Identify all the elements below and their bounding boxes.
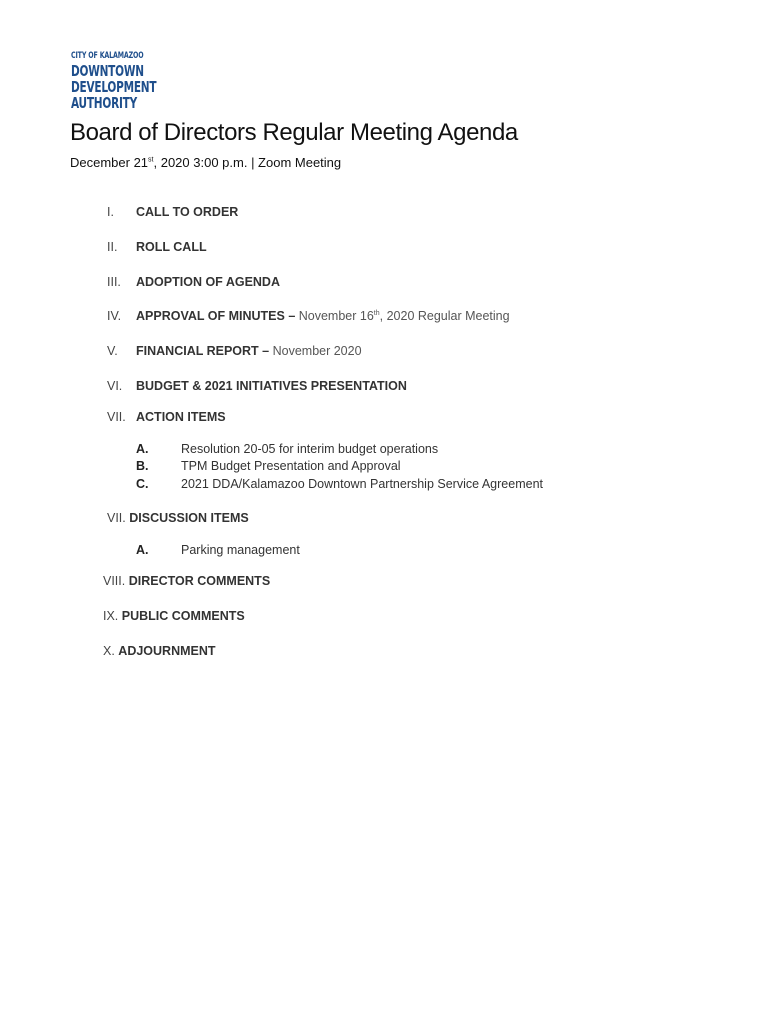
agenda-number: II. — [107, 240, 118, 254]
subitem-text: Resolution 20-05 for interim budget operations — [181, 442, 439, 456]
logo-downtown-line: DOWNTOWN — [71, 62, 144, 80]
agenda-label: CALL TO ORDER — [136, 205, 239, 219]
agenda-number: III. — [107, 275, 121, 289]
dda-logo — [71, 52, 156, 112]
agenda-line — [136, 309, 510, 323]
meeting-date-suffix: st — [148, 156, 154, 164]
agenda-number: IX. — [103, 609, 119, 623]
agenda-number: VIII. — [103, 574, 126, 588]
agenda-number: I. — [107, 205, 114, 219]
agenda-number: VII. — [107, 410, 126, 424]
meeting-date-day: December 21 — [70, 155, 149, 170]
agenda-label: PUBLIC COMMENTS — [121, 609, 245, 623]
subitem-letter: A. — [136, 543, 149, 557]
meeting-date-rest: , 2020 3:00 p.m. | Zoom Meeting — [153, 155, 342, 170]
subitem-text: 2021 DDA/Kalamazoo Downtown Partnership Service Agreement — [181, 477, 543, 491]
agenda-label: DIRECTOR COMMENTS — [128, 574, 271, 588]
agenda-label: ROLL CALL — [136, 240, 207, 254]
logo-development-line: DEVELOPMENT — [71, 78, 157, 96]
subitem-letter: B. — [136, 459, 149, 473]
agenda-line — [136, 344, 362, 358]
agenda-number: X. — [103, 644, 115, 658]
agenda-label: ADJOURNMENT — [118, 644, 216, 658]
agenda-number: VII. — [107, 511, 126, 525]
agenda-item-public-comments — [103, 609, 245, 623]
subitem-text: TPM Budget Presentation and Approval — [181, 459, 401, 473]
page-title: Board of Directors Regular Meeting Agenda — [70, 119, 518, 146]
agenda-detail: November 2020 — [269, 344, 362, 358]
subitem-text: Parking management — [181, 543, 300, 557]
agenda-detail-rest: , 2020 Regular Meeting — [379, 309, 510, 323]
agenda-item-discussion-items — [107, 511, 249, 525]
agenda-label: BUDGET & 2021 INITIATIVES PRESENTATION — [136, 379, 407, 393]
meeting-date-line — [70, 155, 341, 170]
agenda-item-adjournment — [103, 644, 216, 658]
logo-city-line: CITY OF KALAMAZOO — [71, 51, 144, 61]
logo-authority-line: AUTHORITY — [71, 94, 137, 112]
agenda-label: FINANCIAL REPORT – — [136, 344, 270, 358]
subitem-letter: A. — [136, 442, 149, 456]
agenda-label: ADOPTION OF AGENDA — [136, 275, 280, 289]
agenda-number: VI. — [107, 379, 123, 393]
agenda-number: IV. — [107, 309, 122, 323]
agenda-label: DISCUSSION ITEMS — [129, 511, 249, 525]
agenda-detail-date: November 16 — [295, 309, 374, 323]
agenda-detail-suffix: th — [373, 309, 380, 317]
agenda-number: V. — [107, 344, 118, 358]
agenda-label: ACTION ITEMS — [136, 410, 226, 424]
agenda-label: APPROVAL OF MINUTES – — [136, 309, 296, 323]
agenda-item-director-comments — [103, 574, 270, 588]
subitem-letter: C. — [136, 477, 149, 491]
